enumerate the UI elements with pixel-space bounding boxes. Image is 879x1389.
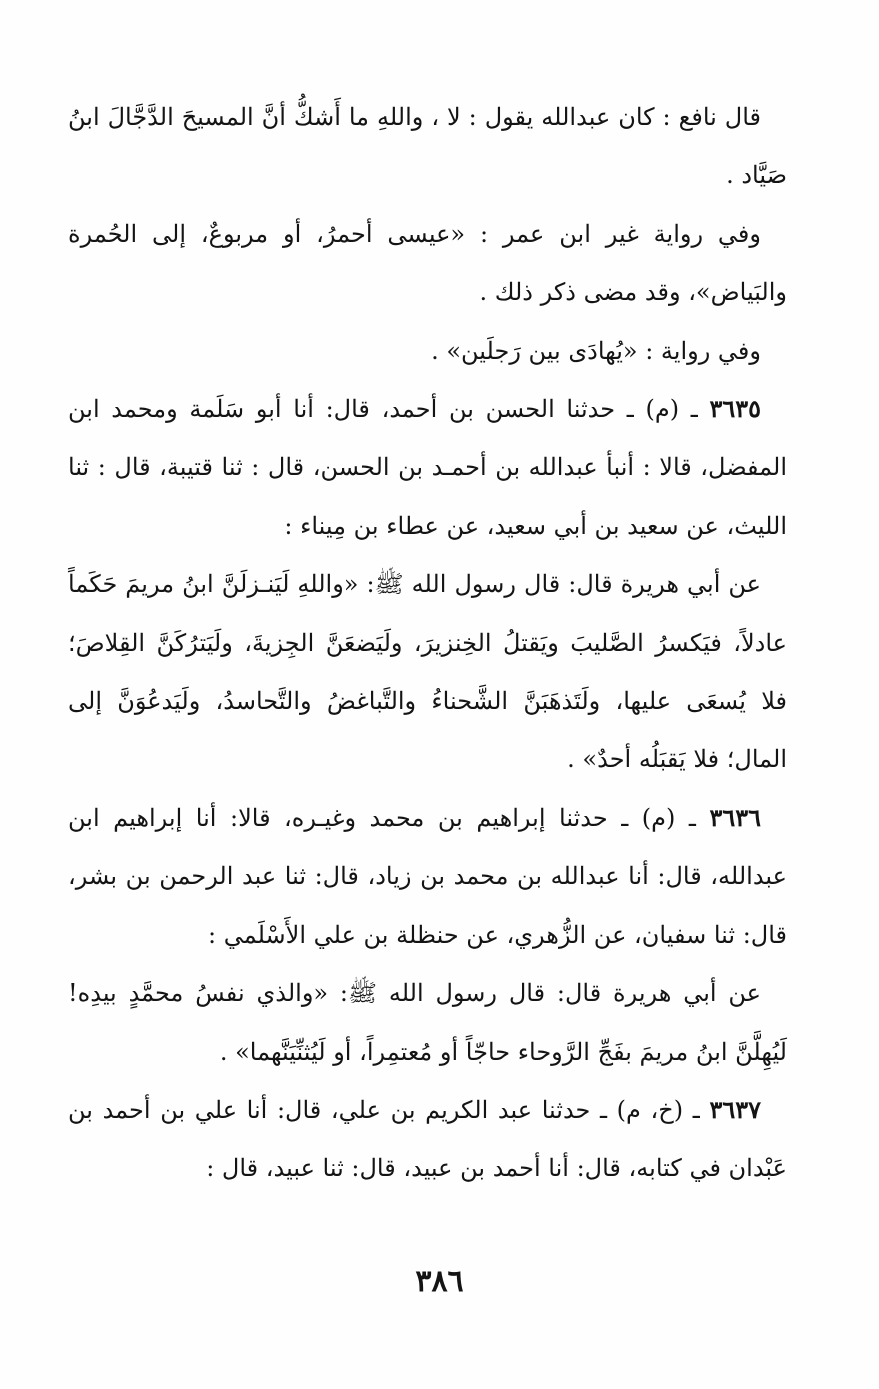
paragraph-text: عن أبي هريرة قال: قال رسول الله ﷺ: «واللهِ لَيَنـزلَنَّ ابنُ مريمَ حَكَماً عادلاً، فيَكسرُ الصَّليبَ ويَقتلُ الخِنزيرَ، ولَيَضعَنَّ الجِزيةَ، ولَيَترُكَنَّ القِلاصَ؛ فلا يُسعَى عليها، ولَتَذهَبَنَّ الشَّحناءُ والتَّباغضُ والتَّحاسدُ، ولَيَدعُوَنَّ إلى المال؛ فلا يَقبَلُه أحدٌ» .: [68, 570, 787, 774]
hadith-number: ٣٦٣٥: [709, 394, 761, 424]
page-number: ٣٨٦: [415, 1264, 464, 1299]
paragraph-hadith-3635-matn: [68, 555, 787, 789]
hadith-number: ٣٦٣٦: [709, 802, 761, 832]
paragraph-nafi-statement: [68, 88, 787, 205]
paragraph-hadith-3637-isnad: [68, 1081, 787, 1198]
paragraph-text: عن أبي هريرة قال: قال رسول الله ﷺ: «والذي نفسُ محمَّدٍ بيدِه! لَيُهِلَّنَّ ابنُ مريمَ بفَجِّ الرَّوحاء حاجّاً أو مُعتمِراً، أو لَيُثنِّيَنَّهما» .: [68, 979, 787, 1066]
paragraph-hadith-3636-matn: [68, 964, 787, 1081]
paragraph-hadith-3635-isnad: [68, 380, 787, 555]
paragraph-hadith-3636-isnad: [68, 789, 787, 964]
page-body: [68, 88, 787, 1198]
paragraph-text: قال نافع : كان عبدالله يقول : لا ، واللهِ ما أَشكُّ أنَّ المسيحَ الدَّجَّالَ ابنُ صَيَّاد .: [68, 103, 787, 190]
paragraph-text: وفي رواية : «يُهادَى بين رَجلَين» .: [431, 336, 761, 365]
paragraph-text: وفي رواية غير ابن عمر : «عيسى أحمرُ، أو مربوعٌ، إلى الحُمرة والبَياض»، وقد مضى ذكر ذلك .: [68, 219, 787, 307]
paragraph-text: ـ (خ، م) ـ حدثنا عبد الكريم بن علي، قال: أنا علي بن أحمد بن عَبْدان في كتابه، قال: أنا أحمد بن عبيد، قال: ثنا عبيد، قال :: [68, 1095, 787, 1183]
hadith-number: ٣٦٣٧: [709, 1094, 761, 1124]
paragraph-narration-two-men: [68, 322, 787, 380]
paragraph-other-narration: [68, 205, 787, 322]
paragraph-text: ـ (م) ـ حدثنا إبراهيم بن محمد وغيـره، قالا: أنا إبراهيم ابن عبدالله، قال: أنا عبدالله بن محمد بن زياد، قال: ثنا عبد الرحمن بن بشر، قال: ثنا سفيان، عن الزُّهري، عن حنظلة بن علي الأَسْلَمي :: [68, 803, 787, 949]
paragraph-text: ـ (م) ـ حدثنا الحسن بن أحمد، قال: أنا أبو سَلَمة ومحمد ابن المفضل، قالا : أنبأ عبدالله بن أحمـد بن الحسن، قال : ثنا قتيبة، قال : ثنا الليث، عن سعيد بن أبي سعيد، عن عطاء بن مِيناء :: [68, 395, 787, 540]
